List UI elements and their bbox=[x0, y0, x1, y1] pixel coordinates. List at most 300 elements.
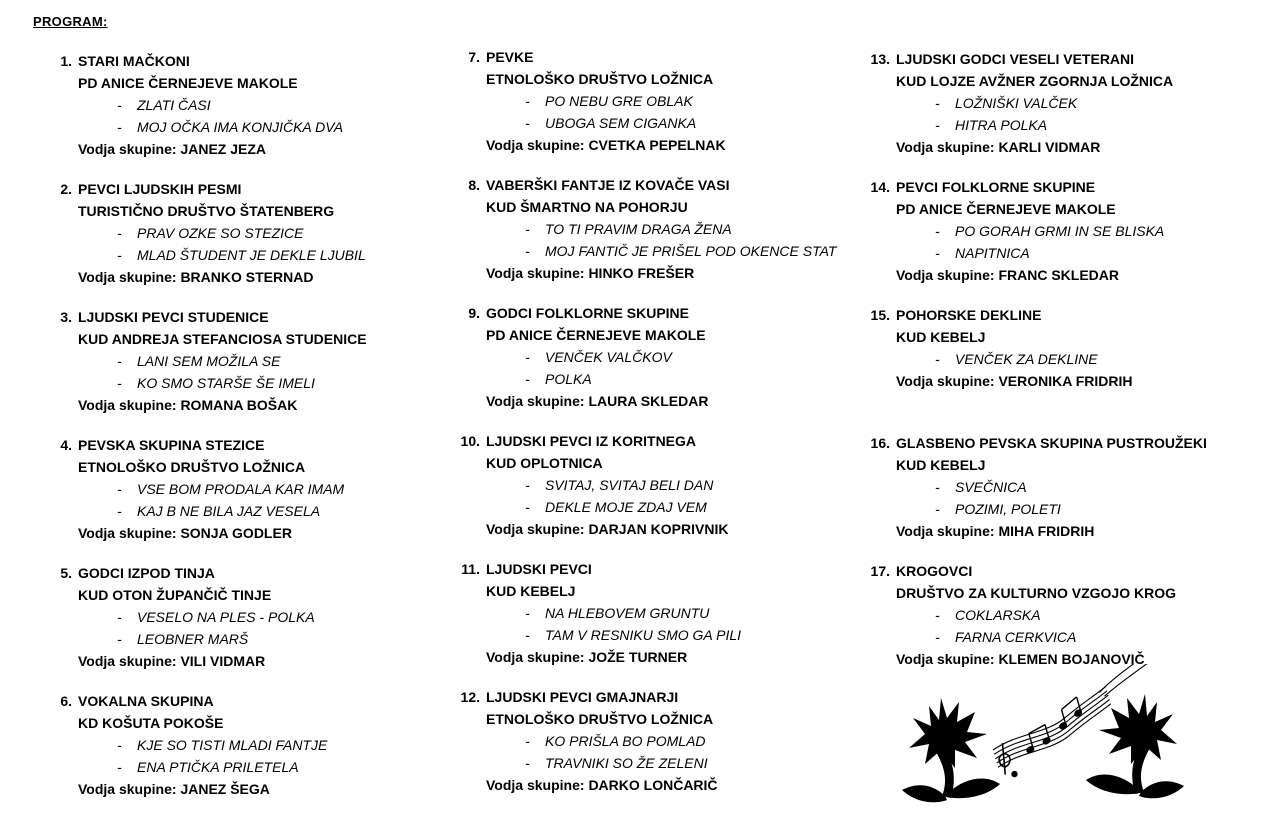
indent-spacer bbox=[454, 708, 480, 730]
song-title: COKLARSKA bbox=[955, 607, 1041, 623]
song-title: VENČEK ZA DEKLINE bbox=[955, 351, 1098, 367]
group-name: LJUDSKI GODCI VESELI VETERANI bbox=[896, 51, 1135, 67]
society-name: KUD OTON ŽUPANČIČ TINJE bbox=[78, 587, 272, 603]
program-entry bbox=[46, 434, 451, 562]
song-title: NA HLEBOVEM GRUNTU bbox=[545, 605, 710, 621]
society-name: KUD KEBELJ bbox=[896, 329, 986, 345]
indent-spacer bbox=[46, 200, 72, 222]
dash-bullet: - bbox=[525, 93, 530, 109]
dash-bullet: - bbox=[525, 221, 530, 237]
song-line bbox=[864, 242, 1262, 264]
indent-spacer bbox=[454, 390, 480, 412]
entry-number: 9. bbox=[468, 305, 480, 321]
program-entry bbox=[864, 48, 1262, 176]
group-name: LJUDSKI PEVCI STUDENICE bbox=[78, 309, 269, 325]
song-line bbox=[46, 606, 451, 628]
leader-line bbox=[78, 266, 313, 288]
song-title: POLKA bbox=[545, 371, 592, 387]
society-name: PD ANICE ČERNEJEVE MAKOLE bbox=[78, 75, 298, 91]
song-line bbox=[454, 474, 859, 496]
program-entry bbox=[46, 562, 451, 690]
program-column-3 bbox=[864, 48, 1262, 688]
dash-bullet: - bbox=[117, 353, 122, 369]
dash-bullet: - bbox=[117, 225, 122, 241]
indent-spacer bbox=[864, 476, 890, 498]
song-title: TAM V RESNIKU SMO GA PILI bbox=[545, 627, 742, 643]
entry-number: 1. bbox=[60, 53, 72, 69]
indent-spacer bbox=[46, 712, 72, 734]
dash-bullet: - bbox=[935, 117, 940, 133]
leader-label: Vodja skupine: bbox=[896, 373, 995, 389]
song-list bbox=[46, 606, 451, 650]
indent-spacer bbox=[864, 136, 890, 158]
leader-line bbox=[896, 136, 1100, 158]
leader-name: VILI VIDMAR bbox=[180, 653, 266, 669]
indent-spacer bbox=[46, 244, 72, 266]
indent-spacer bbox=[454, 474, 480, 496]
song-title: LANI SEM MOŽILA SE bbox=[137, 353, 281, 369]
indent-spacer bbox=[46, 372, 72, 394]
indent-spacer bbox=[454, 218, 480, 240]
program-entry bbox=[454, 174, 859, 302]
leader-line bbox=[486, 646, 687, 668]
indent-spacer bbox=[864, 626, 890, 648]
song-title: KAJ B NE BILA JAZ VESELA bbox=[137, 503, 321, 519]
song-title: MOJ FANTIČ JE PRIŠEL POD OKENCE STAT bbox=[545, 243, 837, 259]
song-title: VESELO NA PLES - POLKA bbox=[137, 609, 315, 625]
program-entry bbox=[454, 302, 859, 430]
song-list bbox=[454, 218, 859, 262]
dash-bullet: - bbox=[525, 627, 530, 643]
song-title: FARNA CERKVICA bbox=[955, 629, 1077, 645]
leader-label: Vodja skupine: bbox=[486, 393, 585, 409]
society-name: TURISTIČNO DRUŠTVO ŠTATENBERG bbox=[78, 203, 335, 219]
society-name: ETNOLOŠKO DRUŠTVO LOŽNICA bbox=[486, 71, 714, 87]
leader-name: DARKO LONČARIČ bbox=[588, 777, 718, 793]
leader-label: Vodja skupine: bbox=[486, 265, 585, 281]
leader-name: SONJA GODLER bbox=[180, 525, 292, 541]
program-entry bbox=[454, 46, 859, 174]
indent-spacer bbox=[46, 478, 72, 500]
leader-line bbox=[78, 394, 297, 416]
entry-number: 2. bbox=[60, 181, 72, 197]
leader-label: Vodja skupine: bbox=[486, 137, 585, 153]
indent-spacer bbox=[46, 350, 72, 372]
song-title: DEKLE MOJE ZDAJ VEM bbox=[545, 499, 707, 515]
dash-bullet: - bbox=[525, 605, 530, 621]
song-title: PO GORAH GRMI IN SE BLISKA bbox=[955, 223, 1165, 239]
society-name: KD KOŠUTA POKOŠE bbox=[78, 715, 224, 731]
song-list bbox=[864, 348, 1262, 370]
song-line bbox=[864, 498, 1262, 520]
song-title: KJE SO TISTI MLADI FANTJE bbox=[137, 737, 328, 753]
leader-line bbox=[486, 518, 728, 540]
leader-line bbox=[486, 774, 718, 796]
leader-line bbox=[486, 262, 694, 284]
leader-name: JANEZ JEZA bbox=[180, 141, 267, 157]
song-title: ZLATI ČASI bbox=[137, 97, 211, 113]
group-name: GODCI FOLKLORNE SKUPINE bbox=[486, 305, 690, 321]
program-entry bbox=[454, 686, 859, 814]
song-line bbox=[454, 240, 859, 262]
song-list bbox=[864, 476, 1262, 520]
indent-spacer bbox=[454, 346, 480, 368]
dash-bullet: - bbox=[525, 499, 530, 515]
song-line bbox=[454, 218, 859, 240]
indent-spacer bbox=[46, 266, 72, 288]
indent-spacer bbox=[454, 134, 480, 156]
entry-number: 11. bbox=[461, 561, 480, 577]
song-title: ENA PTIČKA PRILETELA bbox=[137, 759, 299, 775]
indent-spacer bbox=[454, 774, 480, 796]
leader-line bbox=[896, 370, 1132, 392]
song-line bbox=[864, 114, 1262, 136]
song-line bbox=[454, 346, 859, 368]
entry-number: 12. bbox=[460, 689, 480, 705]
song-title: KO PRIŠLA BO POMLAD bbox=[545, 733, 706, 749]
indent-spacer bbox=[46, 500, 72, 522]
leader-label: Vodja skupine: bbox=[896, 651, 995, 667]
indent-spacer bbox=[864, 498, 890, 520]
song-title: TO TI PRAVIM DRAGA ŽENA bbox=[545, 221, 732, 237]
leader-line bbox=[486, 134, 726, 156]
song-list bbox=[864, 92, 1262, 136]
group-name: PEVCI LJUDSKIH PESMI bbox=[78, 181, 242, 197]
society-name: KUD ŠMARTNO NA POHORJU bbox=[486, 199, 688, 215]
indent-spacer bbox=[454, 112, 480, 134]
entry-number: 3. bbox=[60, 309, 72, 325]
leader-label: Vodja skupine: bbox=[896, 139, 995, 155]
dash-bullet: - bbox=[117, 481, 122, 497]
song-line bbox=[864, 604, 1262, 626]
entry-number: 8. bbox=[468, 177, 480, 193]
song-list bbox=[454, 602, 859, 646]
dash-bullet: - bbox=[525, 733, 530, 749]
dash-bullet: - bbox=[117, 97, 122, 113]
song-title: PRAV OZKE SO STEZICE bbox=[137, 225, 304, 241]
leader-name: VERONIKA FRIDRIH bbox=[998, 373, 1133, 389]
dash-bullet: - bbox=[117, 119, 122, 135]
leader-label: Vodja skupine: bbox=[78, 525, 177, 541]
society-name: DRUŠTVO ZA KULTURNO VZGOJO KROG bbox=[896, 585, 1176, 601]
song-line bbox=[46, 756, 451, 778]
flowers-music-graphic bbox=[893, 664, 1193, 810]
indent-spacer bbox=[454, 262, 480, 284]
leader-name: LAURA SKLEDAR bbox=[588, 393, 709, 409]
leader-name: HINKO FREŠER bbox=[588, 265, 695, 281]
indent-spacer bbox=[46, 138, 72, 160]
indent-spacer bbox=[864, 92, 890, 114]
program-column-1 bbox=[46, 50, 451, 818]
song-title: VSE BOM PRODALA KAR IMAM bbox=[137, 481, 345, 497]
group-name: KROGOVCI bbox=[896, 563, 973, 579]
leader-label: Vodja skupine: bbox=[78, 269, 177, 285]
society-name: KUD ANDREJA STEFANCIOSA STUDENICE bbox=[78, 331, 367, 347]
society-name: KUD LOJZE AVŽNER ZGORNJA LOŽNICA bbox=[896, 73, 1174, 89]
leader-line bbox=[78, 650, 265, 672]
song-line bbox=[46, 222, 451, 244]
song-list bbox=[46, 350, 451, 394]
dash-bullet: - bbox=[935, 245, 940, 261]
program-entry bbox=[46, 178, 451, 306]
song-line bbox=[864, 476, 1262, 498]
entry-number: 15. bbox=[870, 307, 890, 323]
indent-spacer bbox=[46, 584, 72, 606]
entry-number: 6. bbox=[60, 693, 72, 709]
society-name: PD ANICE ČERNEJEVE MAKOLE bbox=[486, 327, 706, 343]
dash-bullet: - bbox=[117, 759, 122, 775]
indent-spacer bbox=[454, 90, 480, 112]
song-line bbox=[454, 624, 859, 646]
leader-line bbox=[78, 138, 266, 160]
leader-label: Vodja skupine: bbox=[78, 397, 177, 413]
indent-spacer bbox=[864, 520, 890, 542]
song-line bbox=[46, 372, 451, 394]
society-name: PD ANICE ČERNEJEVE MAKOLE bbox=[896, 201, 1116, 217]
indent-spacer bbox=[46, 778, 72, 800]
song-line bbox=[864, 92, 1262, 114]
program-entry bbox=[46, 50, 451, 178]
entry-number: 13. bbox=[870, 51, 890, 67]
society-name: KUD KEBELJ bbox=[486, 583, 576, 599]
dash-bullet: - bbox=[117, 737, 122, 753]
leader-label: Vodja skupine: bbox=[78, 653, 177, 669]
group-name: PEVCI FOLKLORNE SKUPINE bbox=[896, 179, 1096, 195]
song-list bbox=[454, 90, 859, 134]
flower-icon bbox=[1086, 694, 1184, 798]
song-line bbox=[454, 90, 859, 112]
leader-name: ROMANA BOŠAK bbox=[180, 397, 298, 413]
program-entry bbox=[864, 176, 1262, 304]
indent-spacer bbox=[864, 582, 890, 604]
entry-number: 4. bbox=[60, 437, 72, 453]
indent-spacer bbox=[454, 646, 480, 668]
leader-name: KARLI VIDMAR bbox=[998, 139, 1101, 155]
dash-bullet: - bbox=[525, 115, 530, 131]
group-name: VOKALNA SKUPINA bbox=[78, 693, 214, 709]
dash-bullet: - bbox=[525, 755, 530, 771]
song-title: MOJ OČKA IMA KONJIČKA DVA bbox=[137, 119, 344, 135]
song-line bbox=[46, 628, 451, 650]
entry-number: 14. bbox=[870, 179, 890, 195]
program-column-2 bbox=[454, 46, 859, 814]
song-line bbox=[46, 500, 451, 522]
indent-spacer bbox=[46, 606, 72, 628]
indent-spacer bbox=[864, 348, 890, 370]
entry-number: 16. bbox=[870, 435, 890, 451]
indent-spacer bbox=[864, 242, 890, 264]
group-name: GODCI IZPOD TINJA bbox=[78, 565, 215, 581]
song-line bbox=[454, 496, 859, 518]
song-title: HITRA POLKA bbox=[955, 117, 1048, 133]
entry-number: 7. bbox=[468, 49, 480, 65]
indent-spacer bbox=[46, 94, 72, 116]
indent-spacer bbox=[46, 456, 72, 478]
indent-spacer bbox=[46, 628, 72, 650]
song-line bbox=[454, 602, 859, 624]
song-line bbox=[46, 350, 451, 372]
indent-spacer bbox=[46, 756, 72, 778]
leader-name: FRANC SKLEDAR bbox=[998, 267, 1119, 283]
indent-spacer bbox=[46, 222, 72, 244]
society-name: ETNOLOŠKO DRUŠTVO LOŽNICA bbox=[486, 711, 714, 727]
song-title: TRAVNIKI SO ŽE ZELENI bbox=[545, 755, 708, 771]
society-name: KUD KEBELJ bbox=[896, 457, 986, 473]
indent-spacer bbox=[454, 624, 480, 646]
song-title: PO NEBU GRE OBLAK bbox=[545, 93, 693, 109]
indent-spacer bbox=[454, 240, 480, 262]
dash-bullet: - bbox=[935, 501, 940, 517]
leader-line bbox=[78, 522, 292, 544]
program-entry bbox=[454, 430, 859, 558]
indent-spacer bbox=[454, 602, 480, 624]
leader-label: Vodja skupine: bbox=[486, 777, 585, 793]
indent-spacer bbox=[454, 518, 480, 540]
leader-name: CVETKA PEPELNAK bbox=[588, 137, 726, 153]
leader-label: Vodja skupine: bbox=[78, 141, 177, 157]
song-line bbox=[46, 244, 451, 266]
leader-name: BRANKO STERNAD bbox=[180, 269, 314, 285]
indent-spacer bbox=[454, 324, 480, 346]
indent-spacer bbox=[864, 604, 890, 626]
indent-spacer bbox=[864, 198, 890, 220]
song-line bbox=[864, 220, 1262, 242]
leader-name: JANEZ ŠEGA bbox=[180, 781, 270, 797]
leader-line bbox=[896, 520, 1094, 542]
song-line bbox=[864, 626, 1262, 648]
indent-spacer bbox=[46, 394, 72, 416]
program-entry bbox=[454, 558, 859, 686]
indent-spacer bbox=[454, 496, 480, 518]
dash-bullet: - bbox=[935, 95, 940, 111]
dash-bullet: - bbox=[525, 349, 530, 365]
entry-number: 17. bbox=[870, 563, 890, 579]
song-list bbox=[46, 478, 451, 522]
song-title: UBOGA SEM CIGANKA bbox=[545, 115, 697, 131]
leader-name: MIHA FRIDRIH bbox=[998, 523, 1095, 539]
song-list bbox=[864, 604, 1262, 648]
leader-name: DARJAN KOPRIVNIK bbox=[588, 521, 729, 537]
dash-bullet: - bbox=[935, 351, 940, 367]
program-entry bbox=[864, 304, 1262, 432]
leader-label: Vodja skupine: bbox=[896, 267, 995, 283]
dash-bullet: - bbox=[525, 243, 530, 259]
indent-spacer bbox=[864, 454, 890, 476]
flower-icon bbox=[902, 698, 1000, 802]
song-list bbox=[454, 730, 859, 774]
leader-label: Vodja skupine: bbox=[896, 523, 995, 539]
indent-spacer bbox=[864, 220, 890, 242]
song-title: POZIMI, POLETI bbox=[955, 501, 1061, 517]
indent-spacer bbox=[454, 368, 480, 390]
leader-label: Vodja skupine: bbox=[486, 521, 585, 537]
song-title: NAPITNICA bbox=[955, 245, 1030, 261]
dash-bullet: - bbox=[525, 477, 530, 493]
group-name: GLASBENO PEVSKA SKUPINA PUSTROUŽEKI bbox=[896, 435, 1207, 451]
dash-bullet: - bbox=[117, 609, 122, 625]
indent-spacer bbox=[864, 648, 890, 670]
indent-spacer bbox=[46, 116, 72, 138]
indent-spacer bbox=[864, 264, 890, 286]
song-line bbox=[864, 348, 1262, 370]
song-line bbox=[454, 730, 859, 752]
entry-number: 5. bbox=[60, 565, 72, 581]
group-name: LJUDSKI PEVCI GMAJNARJI bbox=[486, 689, 679, 705]
dash-bullet: - bbox=[935, 223, 940, 239]
dash-bullet: - bbox=[117, 503, 122, 519]
song-line bbox=[46, 478, 451, 500]
group-name: LJUDSKI PEVCI IZ KORITNEGA bbox=[486, 433, 697, 449]
indent-spacer bbox=[454, 730, 480, 752]
indent-spacer bbox=[46, 734, 72, 756]
indent-spacer bbox=[864, 70, 890, 92]
leader-label: Vodja skupine: bbox=[78, 781, 177, 797]
dash-bullet: - bbox=[117, 631, 122, 647]
song-list bbox=[46, 734, 451, 778]
group-name: VABERŠKI FANTJE IZ KOVAČE VASI bbox=[486, 177, 730, 193]
dash-bullet: - bbox=[117, 375, 122, 391]
group-name: STARI MAČKONI bbox=[78, 53, 190, 69]
song-title: SVITAJ, SVITAJ BELI DAN bbox=[545, 477, 714, 493]
song-line bbox=[46, 116, 451, 138]
indent-spacer bbox=[864, 370, 890, 392]
group-name: PEVKE bbox=[486, 49, 534, 65]
indent-spacer bbox=[864, 114, 890, 136]
song-line bbox=[46, 94, 451, 116]
indent-spacer bbox=[454, 196, 480, 218]
dash-bullet: - bbox=[935, 629, 940, 645]
indent-spacer bbox=[46, 650, 72, 672]
song-title: LOŽNIŠKI VALČEK bbox=[955, 95, 1078, 111]
indent-spacer bbox=[454, 68, 480, 90]
song-line bbox=[454, 752, 859, 774]
song-list bbox=[454, 474, 859, 518]
indent-spacer bbox=[46, 328, 72, 350]
indent-spacer bbox=[454, 452, 480, 474]
indent-spacer bbox=[454, 580, 480, 602]
song-title: VENČEK VALČKOV bbox=[545, 349, 672, 365]
group-name: LJUDSKI PEVCI bbox=[486, 561, 592, 577]
page-title: PROGRAM: bbox=[33, 14, 108, 29]
song-list bbox=[46, 94, 451, 138]
entry-number: 10. bbox=[460, 433, 480, 449]
society-name: KUD OPLOTNICA bbox=[486, 455, 603, 471]
song-line bbox=[454, 368, 859, 390]
indent-spacer bbox=[454, 752, 480, 774]
leader-line bbox=[896, 264, 1119, 286]
program-entry bbox=[46, 690, 451, 818]
dash-bullet: - bbox=[525, 371, 530, 387]
song-line bbox=[46, 734, 451, 756]
leader-line bbox=[78, 778, 270, 800]
society-name: ETNOLOŠKO DRUŠTVO LOŽNICA bbox=[78, 459, 306, 475]
leader-label: Vodja skupine: bbox=[486, 649, 585, 665]
leader-line bbox=[486, 390, 708, 412]
dash-bullet: - bbox=[935, 607, 940, 623]
leader-name: KLEMEN BOJANOVIČ bbox=[998, 651, 1145, 667]
group-name: PEVSKA SKUPINA STEZICE bbox=[78, 437, 265, 453]
leader-name: JOŽE TURNER bbox=[588, 649, 688, 665]
indent-spacer bbox=[46, 522, 72, 544]
song-title: SVEČNICA bbox=[955, 479, 1027, 495]
song-list bbox=[46, 222, 451, 266]
indent-spacer bbox=[864, 326, 890, 348]
song-list bbox=[864, 220, 1262, 264]
song-title: LEOBNER MARŠ bbox=[137, 631, 249, 647]
song-title: MLAD ŠTUDENT JE DEKLE LJUBIL bbox=[137, 247, 366, 263]
song-list bbox=[454, 346, 859, 390]
indent-spacer bbox=[46, 72, 72, 94]
